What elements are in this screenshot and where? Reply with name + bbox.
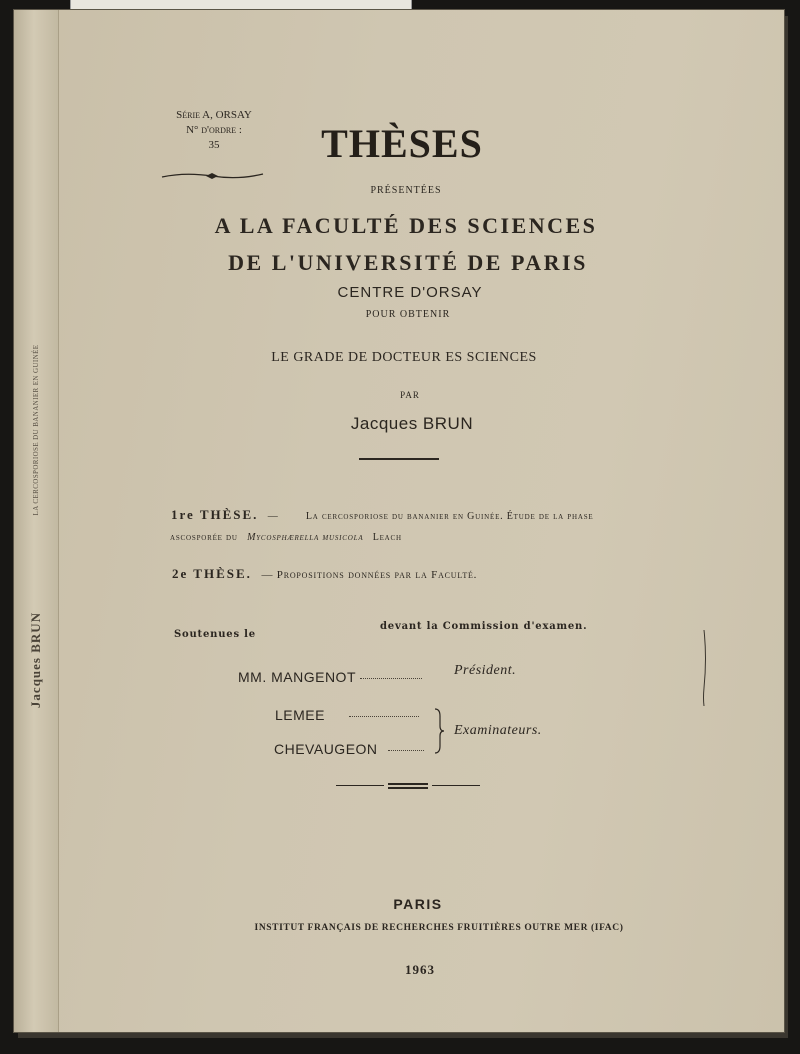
series-block bbox=[154, 108, 274, 153]
order-label: N° d'ordre : bbox=[186, 124, 242, 136]
degree-line: LE GRADE DE DOCTEUR ES SCIENCES bbox=[271, 350, 537, 365]
order-number: 35 bbox=[208, 139, 220, 151]
president-row bbox=[238, 669, 422, 685]
examiner1-row bbox=[275, 707, 419, 723]
committee-prefix: MM. bbox=[238, 669, 267, 685]
publisher-city: PARIS bbox=[393, 896, 443, 912]
divider-rule bbox=[388, 783, 428, 785]
thesis1-line bbox=[171, 507, 593, 523]
pour-obtenir-label: POUR OBTENIR bbox=[365, 309, 451, 320]
dotted-leader bbox=[360, 677, 422, 679]
divider-rule bbox=[388, 787, 428, 789]
thesis1-line2 bbox=[170, 532, 402, 543]
examiner1-name: LEMEE bbox=[275, 707, 325, 723]
publisher-name: INSTITUT FRANÇAIS DE RECHERCHES FRUITIÈRES OUTRE MER (IFAC) bbox=[254, 923, 624, 933]
book-spine bbox=[14, 10, 59, 1032]
thesis1-dash: — bbox=[267, 511, 279, 522]
dotted-leader bbox=[388, 749, 424, 751]
thesis1-species: Mycosphærella musicola bbox=[247, 532, 364, 543]
thesis1-suffix: Leach bbox=[372, 532, 402, 543]
thesis1-label: 1re THÈSE. bbox=[171, 507, 259, 522]
divider-rule bbox=[336, 785, 384, 786]
series-line: Série A, ORSAY bbox=[176, 109, 252, 121]
examiner2-row bbox=[274, 741, 424, 757]
swash-ornament bbox=[160, 170, 265, 182]
thesis2-label: 2e THÈSE. bbox=[172, 566, 252, 581]
thesis2-line bbox=[172, 566, 477, 582]
document-title: THÈSES bbox=[321, 121, 483, 166]
examiners-role: Examinateurs. bbox=[454, 723, 542, 738]
author-name: Jacques BRUN bbox=[350, 414, 474, 433]
thesis2-text: — Propositions données par la Faculté. bbox=[261, 569, 478, 581]
defended-label: Soutenues le bbox=[174, 629, 256, 640]
thesis-cover bbox=[14, 10, 784, 1032]
divider-rule bbox=[432, 785, 480, 786]
president-name: MANGENOT bbox=[271, 669, 356, 685]
president-role: Président. bbox=[454, 663, 517, 678]
spine-title: LA CERCOSPORIOSE DU BANANIER EN GUINÉE bbox=[32, 344, 40, 516]
divider-rule bbox=[359, 458, 439, 460]
spine-author: Jacques BRUN bbox=[28, 611, 43, 709]
thesis1-prefix: ascosporée du bbox=[170, 532, 238, 543]
dotted-leader bbox=[349, 715, 419, 717]
presented-label: PRÉSENTÉES bbox=[370, 185, 442, 196]
examiner2-name: CHEVAUGEON bbox=[274, 741, 378, 757]
commission-label: devant la Commission d'examen. bbox=[380, 621, 588, 632]
centre-line: CENTRE D'ORSAY bbox=[337, 284, 483, 301]
brace-icon bbox=[432, 708, 446, 754]
thesis1-title: La cercosporiose du bananier en Guinée. Étude de la phase bbox=[305, 511, 594, 522]
faculty-line: A LA FACULTÉ DES SCIENCES bbox=[214, 213, 598, 238]
university-line: DE L'UNIVERSITÉ DE PARIS bbox=[228, 250, 588, 275]
par-label: PAR bbox=[400, 390, 420, 400]
pencil-mark bbox=[698, 628, 714, 710]
publication-year: 1963 bbox=[405, 962, 435, 977]
